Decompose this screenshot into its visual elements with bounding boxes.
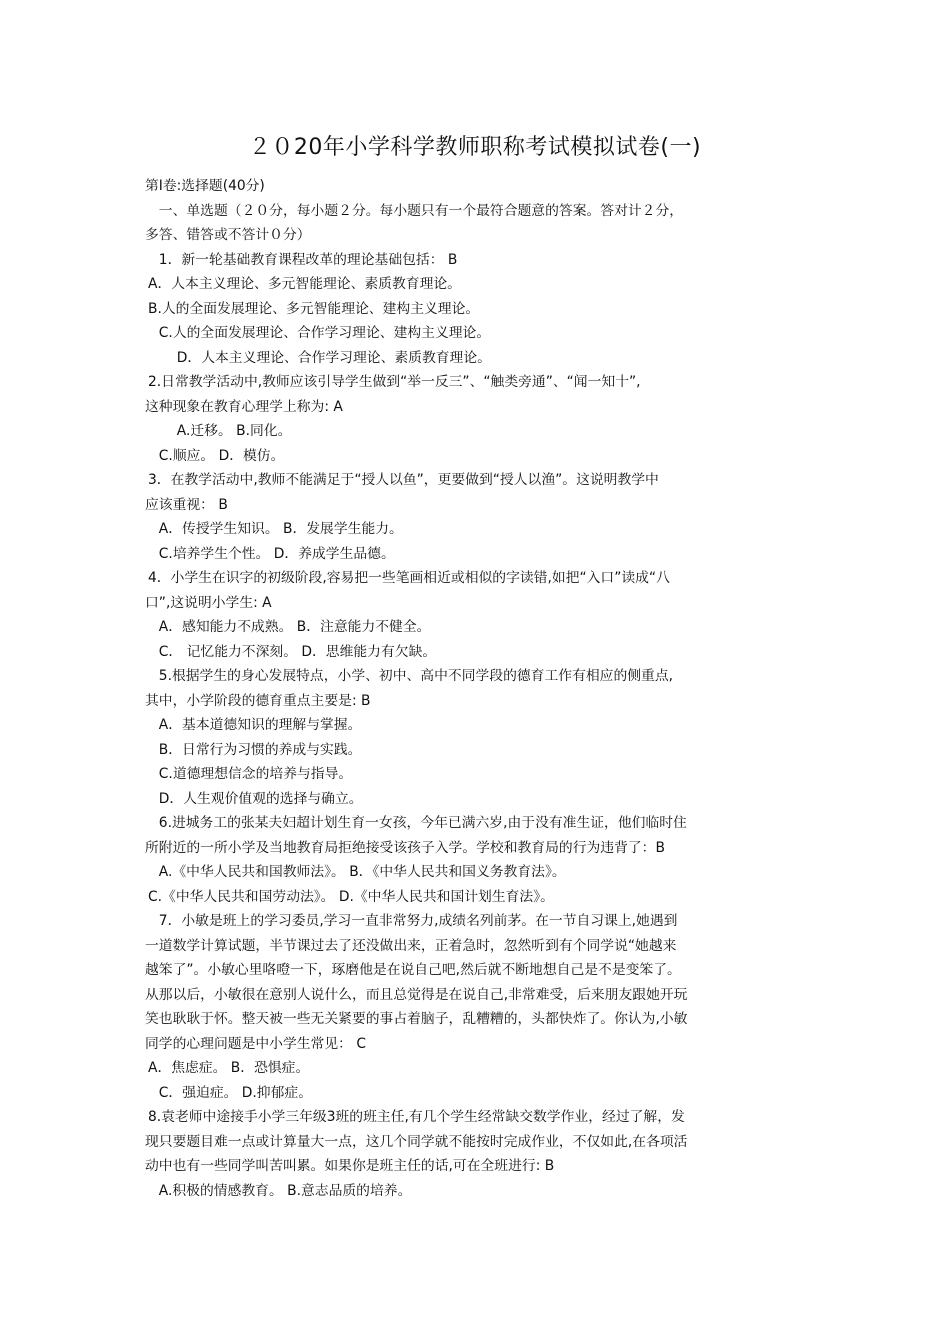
option-line: C.《中华人民共和国劳动法》。 D.《中华人民共和国计划生育法》。 xyxy=(148,888,554,905)
question-1: 1．新一轮基础教育课程改革的理论基础包括： B xyxy=(145,251,458,268)
page-title: ２０20年小学科学教师职称考试模拟试卷(一) xyxy=(248,135,702,160)
option-line: C.道德理想信念的培养与指导。 xyxy=(145,766,353,782)
option-line: A．传授学生知识。 B．发展学生能力。 xyxy=(145,521,403,537)
option-line: B．日常行为习惯的养成与实践。 xyxy=(145,741,362,758)
option-line: A．焦虑症。 B．恐惧症。 xyxy=(148,1060,310,1076)
option-line: A．感知能力不成熟。 B．注意能力不健全。 xyxy=(145,619,431,635)
question-8-cont: 动中也有一些同学叫苦叫累。如果你是班主任的话,可在全班进行: B xyxy=(145,1158,555,1174)
question-7: 7．小敏是班上的学习委员,学习一直非常努力,成绩名列前茅。在一节自习课上,她遇到 xyxy=(145,913,678,929)
question-7-cont: 从那以后，小敏很在意别人说什么，而且总觉得是在说自己,非常难受，后来朋友跟她开玩 xyxy=(145,986,688,1003)
instructions-line: 一、单选题（２０分，每小题２分。每小题只有一个最符合题意的答案。答对计２分， xyxy=(145,202,684,219)
question-3: 3．在教学活动中,教师不能满足于“授人以鱼”，更要做到“授人以渔”。这说明教学中 xyxy=(148,472,659,488)
exam-body xyxy=(145,174,810,1203)
question-7-cont: 一道数学计算试题，半节课过去了还没做出来，正着急时，忽然听到有个同学说“她越来 xyxy=(145,937,677,954)
option-line: C.顺应。 D．模仿。 xyxy=(145,447,285,464)
option-line: A.迁移。 B.同化。 xyxy=(163,423,292,439)
question-2: 2.日常教学活动中,教师应该引导学生做到“举一反三”、“触类旁通”、“闻一知十”, xyxy=(148,374,641,390)
option-line: A．基本道德知识的理解与掌握。 xyxy=(145,717,362,733)
question-3-cont: 应该重视： B xyxy=(145,496,228,513)
option-line: C.培养学生个性。 D．养成学生品德。 xyxy=(145,545,395,562)
option-line: A.积极的情感教育。 B.意志品质的培养。 xyxy=(145,1182,412,1199)
question-5: 5.根据学生的身心发展特点，小学、初中、高中不同学段的德育工作有相应的侧重点, xyxy=(145,668,674,684)
option-line: C． 记忆能力不深刻。 D．思维能力有欠缺。 xyxy=(145,643,437,660)
option-line: A．人本主义理论、多元智能理论、素质教育理论。 xyxy=(148,276,461,292)
question-2-cont: 这种现象在教育心理学上称为: A xyxy=(145,398,343,415)
option-line: B.人的全面发展理论、多元智能理论、建构主义理论。 xyxy=(148,300,480,317)
section-heading: 第Ⅰ卷:选择题(40分) xyxy=(145,178,265,194)
question-4: 4．小学生在识字的初级阶段,容易把一些笔画相近或相似的字读错,如把“入口”读成“八 xyxy=(148,570,670,586)
instructions-line: 多答、错答或不答计０分） xyxy=(145,227,311,243)
option-line: C．强迫症。 D.抑郁症。 xyxy=(145,1084,312,1101)
question-8-cont: 现只要题目难一点或计算量大一点，这几个同学就不能按时完成作业，不仅如此,在各项活 xyxy=(145,1133,688,1150)
option-line: D．人本主义理论、合作学习理论、素质教育理论。 xyxy=(163,349,491,366)
question-7-cont: 笑也耿耿于怀。整天被一些无关紧要的事占着脑子，乱糟糟的，头都快炸了。你认为,小敏 xyxy=(145,1011,688,1027)
option-line: C.人的全面发展理论、合作学习理论、建构主义理论。 xyxy=(145,325,491,341)
question-4-cont: 口”,这说明小学生: A xyxy=(145,594,272,611)
question-7-cont: 同学的心理问题是中小学生常见： C xyxy=(145,1035,366,1052)
option-line: D．人生观价值观的选择与确立。 xyxy=(145,790,363,807)
question-8: 8.袁老师中途接手小学三年级3班的班主任,有几个学生经常缺交数学作业，经过了解，发 xyxy=(148,1109,685,1125)
question-6: 6.进城务工的张某夫妇超计划生育一女孩，今年已满六岁,由于没有准生证，他们临时住 xyxy=(145,815,687,831)
question-6-cont: 所附近的一所小学及当地教育局拒绝接受该孩子入学。学校和教育局的行为违背了：B xyxy=(145,839,665,856)
question-7-cont: 越笨了”。小敏心里咯噔一下，琢磨他是在说自己吧,然后就不断地想自己是不是变笨了。 xyxy=(145,962,681,978)
option-line: A.《中华人民共和国教师法》。 B．《中华人民共和国义务教育法》。 xyxy=(145,864,566,880)
question-5-cont: 其中，小学阶段的德育重点主要是: B xyxy=(145,692,371,709)
